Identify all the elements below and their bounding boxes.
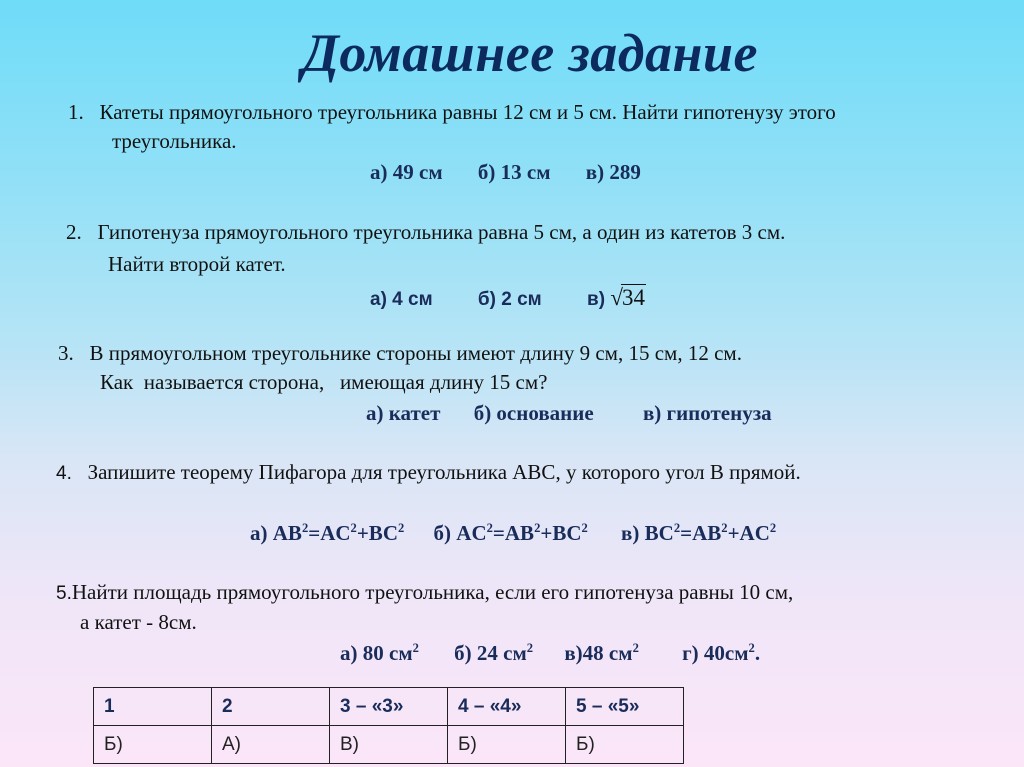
answer-table-row	[94, 726, 684, 764]
answer-table-header: 2	[212, 688, 330, 726]
sqrt-expression: √34	[610, 285, 645, 310]
option-a: а) 49 см	[370, 160, 443, 184]
question-1-options	[370, 160, 641, 185]
option-v: в)	[587, 289, 606, 310]
question-2-options	[370, 285, 646, 311]
option-a: а) 80 $см^2$	[340, 641, 419, 665]
question-2-line2: Найти второй катет.	[108, 252, 286, 276]
question-2-line1: 2. Гипотенуза прямоугольного треугольника равна 5 см, а один из катетов 3 см.	[66, 220, 786, 244]
answer-table-header: 4 – «4»	[448, 688, 566, 726]
option-a: а) 4 см	[370, 289, 433, 310]
option-b: б) 13 см	[477, 160, 551, 184]
answer-table-header: 1	[94, 688, 212, 726]
option-b: б) основание	[473, 401, 594, 425]
answer-table-cell: Б)	[94, 726, 212, 764]
question-5-line1: 5.Найти площадь прямоугольного треугольника, если его гипотенуза равны 10 см,	[56, 580, 794, 604]
question-4-line1: 4. Запишите теорему Пифагора для треугольника АВС, у которого угол В прямой.	[56, 460, 801, 484]
answer-table-header: 3 – «3»	[330, 688, 448, 726]
page-title: Домашнее задание	[301, 23, 759, 83]
question-4-options	[250, 521, 776, 546]
option-v: в)48 $см^2$	[564, 641, 639, 665]
option-v: в) $BC^2=AB^2+AC^2$	[621, 521, 777, 545]
option-b: б) 24 $см^2$	[454, 641, 534, 665]
answer-table-cell: В)	[330, 726, 448, 764]
option-g: г) $40см^2$.	[682, 641, 761, 665]
answer-table-cell: А)	[212, 726, 330, 764]
question-3-line1: 3. В прямоугольном треугольнике стороны имеют длину 9 см, 15 см, 12 см.	[58, 341, 742, 365]
sqrt-icon: √	[610, 285, 623, 310]
option-a: а) катет	[366, 401, 441, 425]
answer-table-cell: Б)	[448, 726, 566, 764]
option-v: в) 289	[585, 160, 641, 184]
question-5-line2: а катет - 8см.	[80, 610, 197, 634]
question-1-line2: треугольника.	[112, 129, 237, 153]
question-5-options	[340, 641, 760, 666]
option-b: б) 2 см	[477, 289, 542, 310]
question-3-options	[366, 401, 772, 426]
question-1-line1: 1. Катеты прямоугольного треугольника равны 12 см и 5 см. Найти гипотенузу этого	[68, 100, 836, 124]
option-b: б) $AC^2=AB^2+BC^2$	[433, 521, 588, 545]
option-a: а) $AB^2=AC^2+BC^2$	[250, 521, 405, 545]
answer-table-header: 5 – «5»	[566, 688, 684, 726]
option-v: в) гипотенуза	[642, 401, 772, 425]
answer-table-cell: Б)	[566, 726, 684, 764]
answer-table	[93, 687, 684, 764]
question-3-line2: Как называется сторона, имеющая длину 15 см?	[100, 370, 548, 394]
answer-table-header-row	[94, 688, 684, 726]
